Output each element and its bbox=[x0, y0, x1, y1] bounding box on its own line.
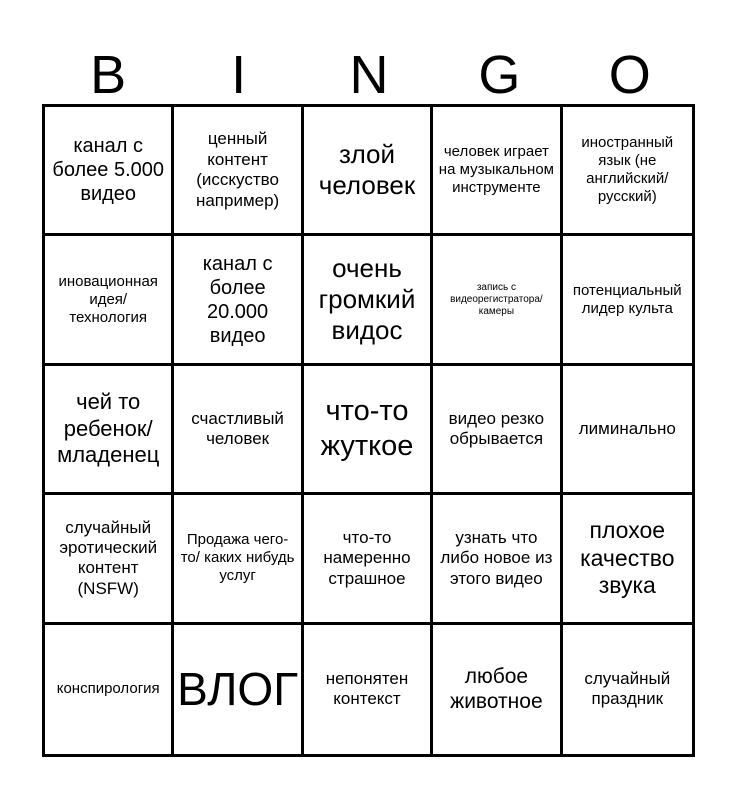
cell-text: злой человек bbox=[318, 139, 416, 201]
bingo-cell[interactable] bbox=[433, 495, 562, 624]
bingo-cell[interactable] bbox=[45, 625, 174, 754]
bingo-cell[interactable] bbox=[304, 495, 433, 624]
bingo-cell[interactable] bbox=[563, 625, 692, 754]
cell-text: потенциальный лидер культа bbox=[572, 281, 682, 317]
bingo-cell[interactable] bbox=[563, 236, 692, 365]
cell-text: что-то намеренно страшное bbox=[323, 527, 411, 588]
bingo-header bbox=[43, 44, 695, 106]
bingo-cell[interactable] bbox=[304, 366, 433, 495]
bingo-cell[interactable] bbox=[563, 495, 692, 624]
bingo-cell[interactable] bbox=[563, 107, 692, 236]
bingo-cell[interactable] bbox=[304, 236, 433, 365]
bingo-cell[interactable] bbox=[563, 366, 692, 495]
cell-text: канал с более 20.000 видео bbox=[202, 252, 273, 347]
cell-text: случайный праздник bbox=[584, 668, 671, 709]
cell-text: узнать что либо новое из этого видео bbox=[440, 527, 553, 588]
cell-text: Продажа чего-то/ каких нибудь услуг bbox=[180, 531, 295, 585]
cell-text: ВЛОГ bbox=[177, 662, 299, 715]
cell-text: случайный эротический контент (NSFW) bbox=[59, 517, 158, 598]
cell-text: иновационная идея/ технология bbox=[58, 272, 158, 326]
bingo-cell[interactable] bbox=[45, 236, 174, 365]
bingo-cell[interactable] bbox=[45, 495, 174, 624]
cell-text: видео резко обрывается bbox=[448, 408, 545, 448]
bingo-cell[interactable] bbox=[45, 107, 174, 236]
bingo-cell[interactable] bbox=[45, 366, 174, 495]
cell-text: запись с видеорегистратора/ камеры bbox=[450, 281, 543, 317]
bingo-board bbox=[42, 104, 695, 757]
cell-text: чей то ребенок/ младенец bbox=[57, 389, 160, 468]
header-letter-n: N bbox=[349, 45, 389, 105]
cell-text: ценный контент (исскуство например) bbox=[195, 129, 280, 210]
bingo-cell[interactable] bbox=[433, 366, 562, 495]
bingo-cell[interactable] bbox=[174, 236, 303, 365]
bingo-cell[interactable] bbox=[304, 625, 433, 754]
bingo-cell[interactable] bbox=[433, 107, 562, 236]
bingo-cell[interactable] bbox=[174, 366, 303, 495]
cell-text: конспирология bbox=[56, 680, 160, 698]
cell-text: счастливый человек bbox=[191, 408, 284, 448]
cell-text: иностранный язык (не английский/ русский) bbox=[581, 134, 674, 206]
bingo-cell[interactable] bbox=[174, 495, 303, 624]
cell-text: что-то жуткое bbox=[320, 395, 414, 462]
header-letter-o: O bbox=[608, 45, 651, 105]
cell-text: очень громкий видос bbox=[318, 252, 416, 346]
bingo-cell[interactable] bbox=[174, 107, 303, 236]
cell-text: плохое качество звука bbox=[580, 517, 675, 599]
cell-text: канал с более 5.000 видео bbox=[52, 135, 165, 206]
cell-text: человек играет на музыкальном инструменте bbox=[438, 143, 554, 197]
cell-text: лиминально bbox=[578, 418, 676, 438]
cell-text: любое животное bbox=[450, 665, 543, 714]
cell-text: непонятен контекст bbox=[325, 668, 409, 709]
bingo-cell[interactable] bbox=[174, 625, 303, 754]
header-letter-g: G bbox=[478, 45, 521, 105]
header-letter-i: I bbox=[231, 45, 247, 105]
bingo-cell[interactable] bbox=[433, 236, 562, 365]
header-letter-b: B bbox=[90, 45, 127, 105]
bingo-cell[interactable] bbox=[304, 107, 433, 236]
bingo-cell[interactable] bbox=[433, 625, 562, 754]
